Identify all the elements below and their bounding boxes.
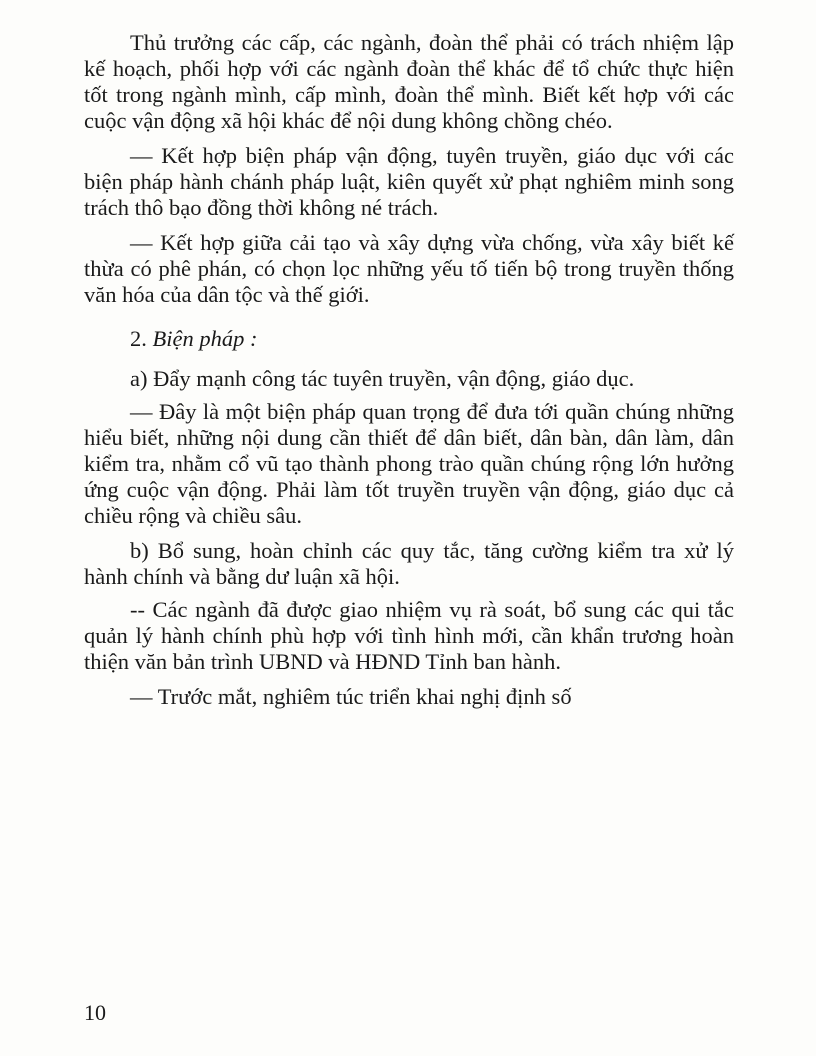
section-number: 2. — [130, 326, 147, 351]
section-heading — [84, 326, 734, 352]
subsection-b-last-line: — Trước mắt, nghiêm túc triển khai nghị định số — [130, 684, 572, 709]
subsection-b-body: -- Các ngành đã được giao nhiệm vụ rà soát, bổ sung các qui tắc quản lý hành chính phù hợp với tình hình mới, cần khẩn trương hoàn thiện văn bản trình UBND và HĐND Tỉnh ban hành. — [84, 597, 734, 674]
page-number: 10 — [84, 1000, 106, 1025]
subsection-a-body: — Đây là một biện pháp quan trọng để đưa tới quần chúng những hiểu biết, những nội dung cần thiết để dân biết, dân bàn, dân làm, dân kiểm tra, nhằm cổ vũ tạo thành phong trào quần chúng rộng lớn hưởng ứng cuộc vận động. Phải làm tốt truyền truyền vận động, giáo dục cả chiều rộng và chiều sâu. — [84, 399, 734, 528]
page-body — [84, 30, 734, 719]
subsection-a-title: a) Đẩy mạnh công tác tuyên truyền, vận động, giáo dục. — [130, 366, 635, 391]
section-title: Biện pháp : — [152, 326, 258, 351]
paragraph-combine-reform: — Kết hợp giữa cải tạo và xây dựng vừa chống, vừa xây biết kế thừa có phê phán, có chọn lọc những yếu tố tiến bộ trong truyền thống văn hóa của dân tộc và thế giới. — [84, 230, 734, 307]
paragraph-combine-measures: — Kết hợp biện pháp vận động, tuyên truyền, giáo dục với các biện pháp hành chánh pháp luật, kiên quyết xử phạt nghiêm minh song trách thô bạo đồng thời không né trách. — [84, 143, 734, 220]
subsection-b-title: b) Bổ sung, hoàn chỉnh các quy tắc, tăng cường kiểm tra xử lý hành chính và bằng dư luận xã hội. — [84, 538, 734, 589]
paragraph-responsibility: Thủ trưởng các cấp, các ngành, đoàn thể phải có trách nhiệm lập kế hoạch, phối hợp với các ngành đoàn thể khác để tổ chức thực hiện tốt trong ngành mình, cấp mình, đoàn thể mình. Biết kết hợp với các cuộc vận động xã hội khác để nội dung không chồng chéo. — [84, 30, 734, 133]
